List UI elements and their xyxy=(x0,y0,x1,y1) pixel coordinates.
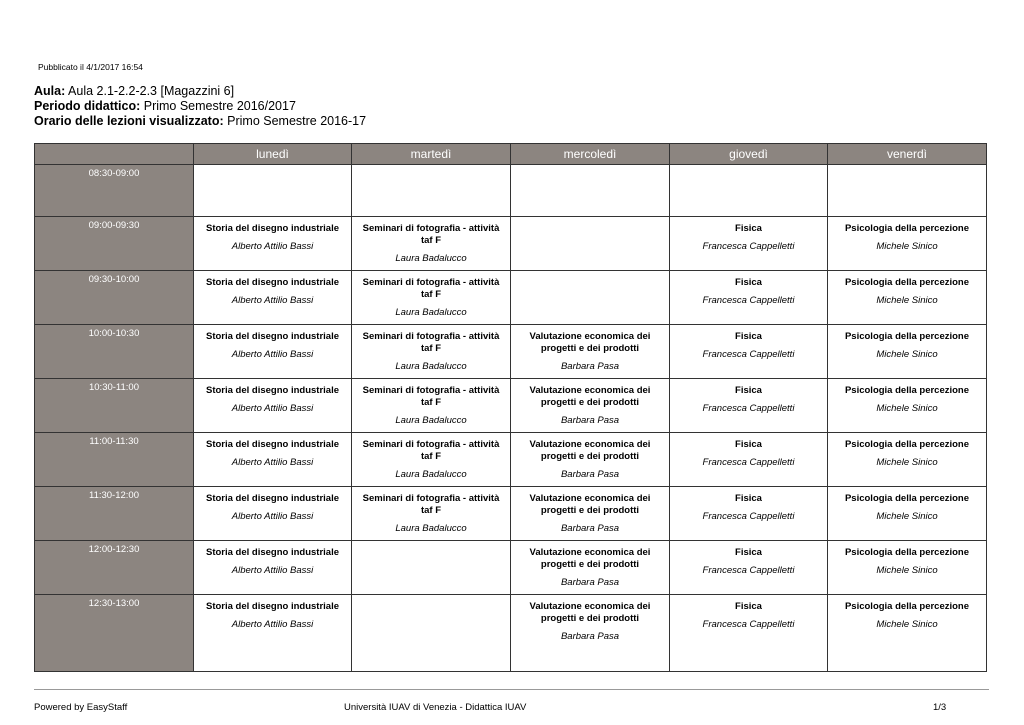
teacher-name: Alberto Attilio Bassi xyxy=(231,511,314,522)
time-slot-row xyxy=(35,325,987,379)
lesson-cell xyxy=(352,217,511,271)
time-slot-label: 09:00-09:30 xyxy=(35,217,194,271)
lesson-cell xyxy=(670,595,828,672)
teacher-name: Alberto Attilio Bassi xyxy=(231,619,314,630)
lesson-cell xyxy=(670,433,828,487)
course-name: Storia del disegno industriale xyxy=(205,385,340,396)
empty-cell xyxy=(352,595,511,672)
teacher-name: Barbara Pasa xyxy=(560,361,620,372)
empty-cell xyxy=(670,165,828,217)
time-slot-row xyxy=(35,217,987,271)
course-name: Valutazione economica dei progetti e dei prodotti xyxy=(529,385,651,408)
lesson-cell xyxy=(670,487,828,541)
lesson-cell xyxy=(828,325,987,379)
course-name: Seminari di fotografia - attività taf F xyxy=(362,385,500,408)
lesson-cell xyxy=(828,541,987,595)
time-slot-label: 10:00-10:30 xyxy=(35,325,194,379)
time-slot-label: 11:30-12:00 xyxy=(35,487,194,541)
schedule-body xyxy=(35,165,987,672)
lesson-cell xyxy=(194,325,352,379)
teacher-name: Barbara Pasa xyxy=(560,415,620,426)
teacher-name: Francesca Cappelletti xyxy=(702,511,795,522)
course-name: Storia del disegno industriale xyxy=(205,223,340,234)
teacher-name: Michele Sinico xyxy=(876,349,938,360)
course-name: Psicologia della percezione xyxy=(844,385,970,396)
teacher-name: Francesca Cappelletti xyxy=(702,619,795,630)
teacher-name: Michele Sinico xyxy=(876,619,938,630)
teacher-name: Alberto Attilio Bassi xyxy=(231,403,314,414)
lesson-cell xyxy=(194,487,352,541)
day-header: lunedì xyxy=(194,144,352,165)
time-slot-row xyxy=(35,541,987,595)
teacher-name: Francesca Cappelletti xyxy=(702,565,795,576)
lesson-cell xyxy=(828,487,987,541)
footer-page-number: 1/3 xyxy=(933,702,947,713)
lesson-cell xyxy=(511,433,670,487)
time-slot-label: 09:30-10:00 xyxy=(35,271,194,325)
course-name: Psicologia della percezione xyxy=(844,277,970,288)
teacher-name: Michele Sinico xyxy=(876,511,938,522)
lesson-cell xyxy=(670,379,828,433)
lesson-cell xyxy=(194,433,352,487)
course-name: Storia del disegno industriale xyxy=(205,493,340,504)
course-name: Psicologia della percezione xyxy=(844,223,970,234)
aula-row xyxy=(34,84,366,99)
teacher-name: Laura Badalucco xyxy=(395,361,467,372)
teacher-name: Michele Sinico xyxy=(876,241,938,252)
day-header: mercoledì xyxy=(511,144,670,165)
lesson-cell xyxy=(670,541,828,595)
course-name: Valutazione economica dei progetti e dei prodotti xyxy=(529,601,651,624)
course-name: Valutazione economica dei progetti e dei prodotti xyxy=(529,331,651,354)
teacher-name: Alberto Attilio Bassi xyxy=(231,295,314,306)
lesson-cell xyxy=(828,379,987,433)
periodo-label: Periodo didattico: xyxy=(34,99,141,113)
course-name: Seminari di fotografia - attività taf F xyxy=(362,493,500,516)
time-slot-label: 11:00-11:30 xyxy=(35,433,194,487)
aula-value: Aula 2.1-2.2-2.3 [Magazzini 6] xyxy=(68,84,235,98)
teacher-name: Barbara Pasa xyxy=(560,523,620,534)
course-name: Storia del disegno industriale xyxy=(205,601,340,612)
orario-label: Orario delle lezioni visualizzato: xyxy=(34,114,224,128)
teacher-name: Laura Badalucco xyxy=(395,307,467,318)
lesson-cell xyxy=(511,595,670,672)
time-slot-row xyxy=(35,271,987,325)
course-name: Storia del disegno industriale xyxy=(205,331,340,342)
empty-cell xyxy=(352,541,511,595)
course-name: Fisica xyxy=(735,277,762,288)
course-name: Storia del disegno industriale xyxy=(205,547,340,558)
time-slot-row xyxy=(35,487,987,541)
lesson-cell xyxy=(511,325,670,379)
lesson-cell xyxy=(352,433,511,487)
empty-cell xyxy=(511,271,670,325)
teacher-name: Francesca Cappelletti xyxy=(702,403,795,414)
course-name: Psicologia della percezione xyxy=(844,547,970,558)
course-name: Seminari di fotografia - attività taf F xyxy=(362,277,500,300)
course-name: Fisica xyxy=(735,331,762,342)
lesson-cell xyxy=(828,217,987,271)
day-header: martedì xyxy=(352,144,511,165)
time-slot-label: 10:30-11:00 xyxy=(35,379,194,433)
lesson-cell xyxy=(670,325,828,379)
lesson-cell xyxy=(194,217,352,271)
footer-divider xyxy=(34,689,989,690)
lesson-cell xyxy=(828,271,987,325)
lesson-cell xyxy=(352,487,511,541)
lesson-cell xyxy=(511,379,670,433)
empty-cell xyxy=(511,165,670,217)
teacher-name: Michele Sinico xyxy=(876,403,938,414)
course-name: Seminari di fotografia - attività taf F xyxy=(362,439,500,462)
published-date: Pubblicato il 4/1/2017 16:54 xyxy=(38,62,143,72)
course-name: Valutazione economica dei progetti e dei prodotti xyxy=(529,547,651,570)
course-name: Psicologia della percezione xyxy=(844,493,970,504)
course-name: Valutazione economica dei progetti e dei prodotti xyxy=(529,439,651,462)
teacher-name: Michele Sinico xyxy=(876,295,938,306)
lesson-cell xyxy=(511,541,670,595)
lesson-cell xyxy=(194,271,352,325)
day-header-row xyxy=(35,144,987,165)
teacher-name: Barbara Pasa xyxy=(560,631,620,642)
course-name: Storia del disegno industriale xyxy=(205,277,340,288)
course-name: Psicologia della percezione xyxy=(844,439,970,450)
empty-cell xyxy=(352,165,511,217)
empty-cell xyxy=(511,217,670,271)
periodo-row xyxy=(34,99,366,114)
teacher-name: Barbara Pasa xyxy=(560,577,620,588)
teacher-name: Laura Badalucco xyxy=(395,469,467,480)
empty-cell xyxy=(194,165,352,217)
teacher-name: Francesca Cappelletti xyxy=(702,349,795,360)
orario-row xyxy=(34,114,366,129)
lesson-cell xyxy=(828,433,987,487)
time-slot-row xyxy=(35,165,987,217)
lesson-cell xyxy=(352,325,511,379)
day-header: venerdì xyxy=(828,144,987,165)
lesson-cell xyxy=(194,595,352,672)
course-name: Fisica xyxy=(735,385,762,396)
teacher-name: Alberto Attilio Bassi xyxy=(231,349,314,360)
corner-cell xyxy=(35,144,194,165)
teacher-name: Laura Badalucco xyxy=(395,253,467,264)
time-slot-row xyxy=(35,379,987,433)
lesson-cell xyxy=(194,541,352,595)
schedule-info xyxy=(34,84,366,129)
footer-powered-by: Powered by EasyStaff xyxy=(34,702,128,713)
course-name: Psicologia della percezione xyxy=(844,601,970,612)
course-name: Seminari di fotografia - attività taf F xyxy=(362,223,500,246)
orario-value: Primo Semestre 2016-17 xyxy=(227,114,367,128)
periodo-value: Primo Semestre 2016/2017 xyxy=(143,99,296,113)
teacher-name: Michele Sinico xyxy=(876,457,938,468)
time-slot-row xyxy=(35,595,987,672)
time-slot-label: 12:00-12:30 xyxy=(35,541,194,595)
lesson-cell xyxy=(352,271,511,325)
lesson-cell xyxy=(194,379,352,433)
teacher-name: Laura Badalucco xyxy=(395,523,467,534)
teacher-name: Francesca Cappelletti xyxy=(702,241,795,252)
teacher-name: Laura Badalucco xyxy=(395,415,467,426)
teacher-name: Alberto Attilio Bassi xyxy=(231,565,314,576)
teacher-name: Francesca Cappelletti xyxy=(702,457,795,468)
teacher-name: Francesca Cappelletti xyxy=(702,295,795,306)
teacher-name: Michele Sinico xyxy=(876,565,938,576)
schedule-table xyxy=(34,143,987,672)
course-name: Seminari di fotografia - attività taf F xyxy=(362,331,500,354)
course-name: Fisica xyxy=(735,601,762,612)
course-name: Fisica xyxy=(735,493,762,504)
aula-label: Aula: xyxy=(34,84,66,98)
lesson-cell xyxy=(670,217,828,271)
teacher-name: Alberto Attilio Bassi xyxy=(231,241,314,252)
course-name: Fisica xyxy=(735,439,762,450)
time-slot-label: 12:30-13:00 xyxy=(35,595,194,672)
course-name: Storia del disegno industriale xyxy=(205,439,340,450)
teacher-name: Alberto Attilio Bassi xyxy=(231,457,314,468)
time-slot-label: 08:30-09:00 xyxy=(35,165,194,217)
course-name: Fisica xyxy=(735,547,762,558)
lesson-cell xyxy=(511,487,670,541)
course-name: Valutazione economica dei progetti e dei prodotti xyxy=(529,493,651,516)
footer-university: Università IUAV di Venezia - Didattica IUAV xyxy=(344,702,527,713)
lesson-cell xyxy=(352,379,511,433)
time-slot-row xyxy=(35,433,987,487)
day-header: giovedì xyxy=(670,144,828,165)
course-name: Psicologia della percezione xyxy=(844,331,970,342)
lesson-cell xyxy=(670,271,828,325)
lesson-cell xyxy=(828,595,987,672)
course-name: Fisica xyxy=(735,223,762,234)
empty-cell xyxy=(828,165,987,217)
teacher-name: Barbara Pasa xyxy=(560,469,620,480)
